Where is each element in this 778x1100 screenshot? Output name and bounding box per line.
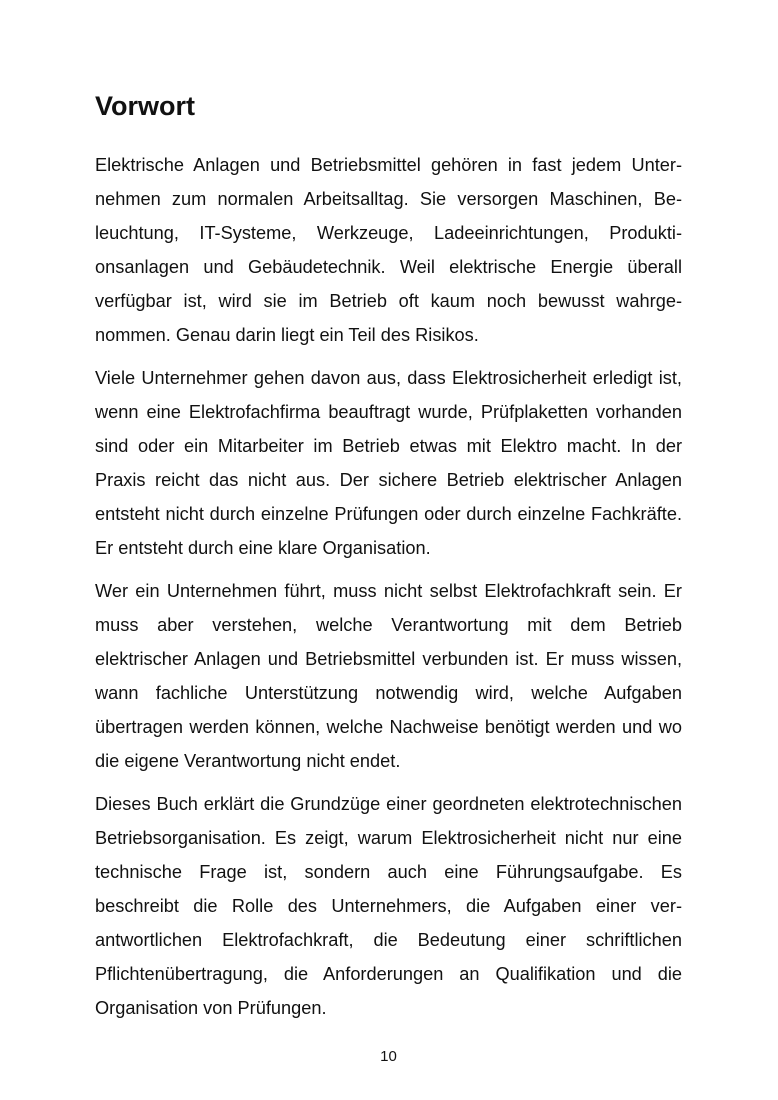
document-page bbox=[95, 0, 682, 1100]
page-title: Vorwort bbox=[95, 91, 195, 121]
paragraph-3: Wer ein Unternehmen führt, muss nicht selbst Elektrofachkraft sein. Er muss aber verstehen, welche Verantwortung mit dem Betrieb elektrischer Anlagen und Betriebsmittel verbunden ist. Er muss wissen, wann fachliche Unterstützung notwendig wird, welche Aufgaben übertragen werden können, welche Nachweise benötigt werden und wo die eigene Verantwortung nicht endet. bbox=[95, 581, 682, 771]
body-text bbox=[95, 148, 682, 1034]
page-number: 10 bbox=[380, 1048, 397, 1065]
paragraph-2: Viele Unternehmer gehen davon aus, dass Elektrosicherheit erledigt ist, wenn eine Elektrofachfirma beauftragt wurde, Prüfplaketten vorhanden sind oder ein Mitarbeiter im Betrieb etwas mit Elektro macht. In der Praxis reicht das nicht aus. Der sichere Betrieb elektrischer Anlagen entsteht nicht durch einzelne Prüfungen oder durch einzelne Fachkräfte. Er entsteht durch eine klare Organisation. bbox=[95, 368, 682, 558]
paragraph-1: Elektrische Anlagen und Betriebsmittel gehören in fast jedem Unternehmen zum normalen Arbeitsalltag. Sie versorgen Maschinen, Beleuchtung, IT-Systeme, Werkzeuge, Ladeeinrichtungen, Produktionsanlagen und Gebäudetechnik. Weil elektrische Energie überall verfügbar ist, wird sie im Betrieb oft kaum noch bewusst wahrgenommen. Genau darin liegt ein Teil des Risikos. bbox=[95, 155, 682, 345]
paragraph-4: Dieses Buch erklärt die Grundzüge einer geordneten elektrotechnischen Betriebsorganisation. Es zeigt, warum Elektrosicherheit nicht nur eine technische Frage ist, sondern auch eine Führungsaufgabe. Es beschreibt die Rolle des Unternehmers, die Aufgaben einer verantwortlichen Elektrofachkraft, die Bedeutung einer schriftlichen Pflichtenübertragung, die Anforderungen an Qualifikation und die Organisation von Prüfungen. bbox=[95, 794, 682, 1018]
